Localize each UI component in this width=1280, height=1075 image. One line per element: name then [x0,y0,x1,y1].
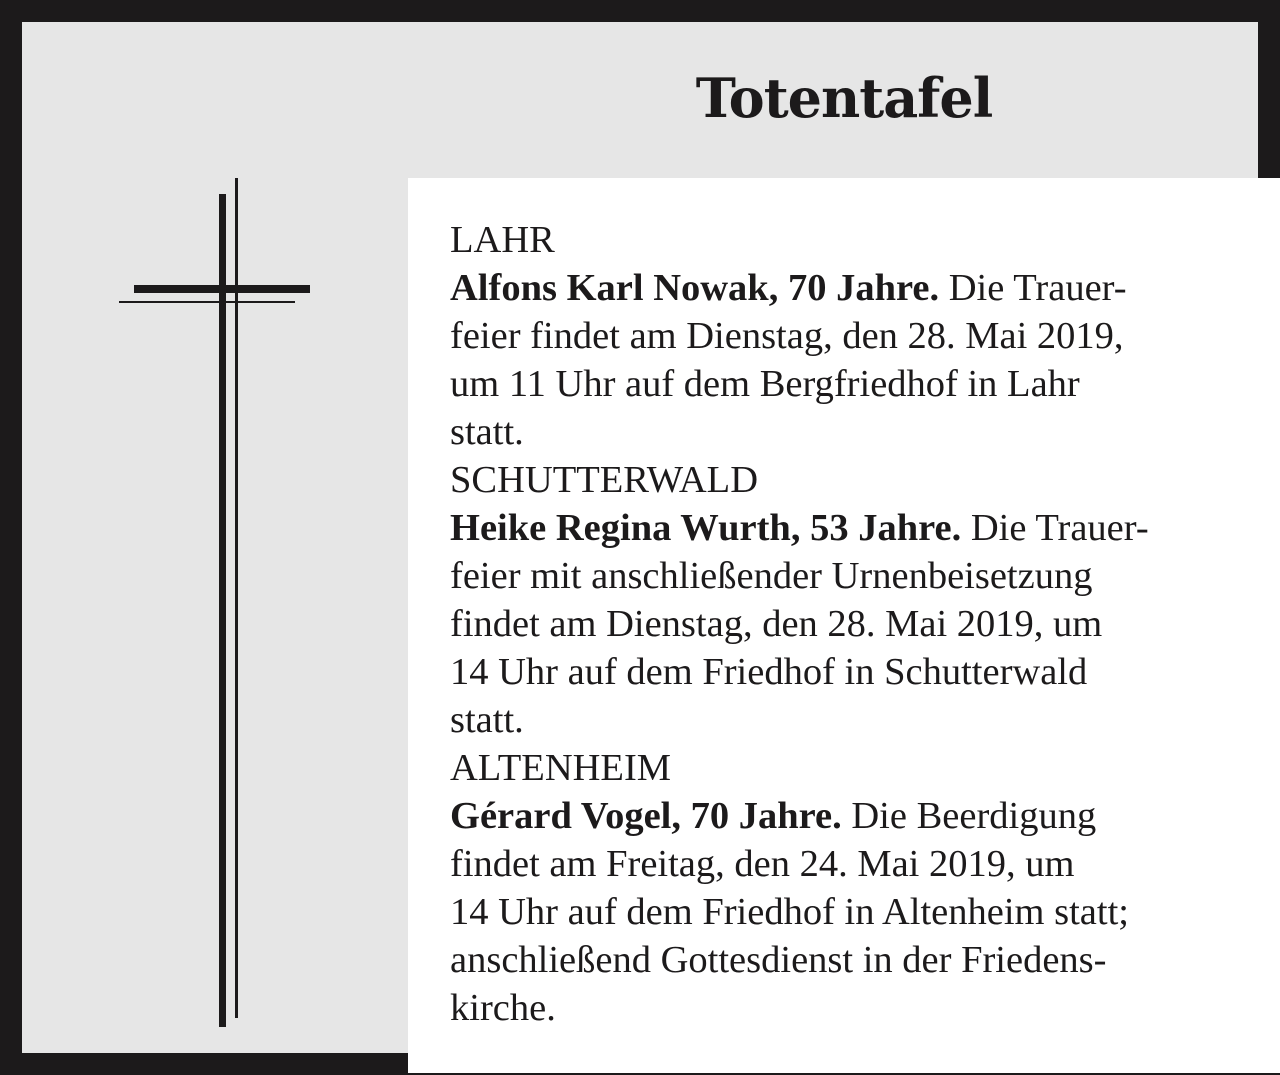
cross-icon [112,172,322,1032]
entry-place: ALTENHEIM [450,747,671,789]
entry-body [450,507,1149,741]
entry-place: LAHR [450,219,555,261]
entry-name: Gérard Vogel, 70 Jahre. [450,795,842,837]
obituary-entry [450,456,1256,744]
obituary-list [408,178,1280,1073]
obituary-entry [450,216,1256,456]
entry-body [450,795,1129,1029]
entry-name: Alfons Karl Nowak, 70 Jahre. [450,267,940,309]
entry-body [450,267,1127,453]
obituary-entry [450,744,1256,1032]
entry-text: Die Beerdigung findet am Freitag, den 24. Mai 2019, um 14 Uhr auf dem Friedhof in Altenheim statt; anschließend Gottesdienst in der Friedens- kirche. [450,795,1129,1029]
entry-name: Heike Regina Wurth, 53 Jahre. [450,507,962,549]
entry-text: Die Trauer- feier findet am Dienstag, den 28. Mai 2019, um 11 Uhr auf dem Bergfriedhof in Lahr statt. [450,267,1127,453]
page-title: Totentafel [695,66,993,130]
entry-text: Die Trauer- feier mit anschließender Urnenbeisetzung findet am Dienstag, den 28. Mai 2019, um 14 Uhr auf dem Friedhof in Schutterwald statt. [450,507,1149,741]
entry-place: SCHUTTERWALD [450,459,758,501]
